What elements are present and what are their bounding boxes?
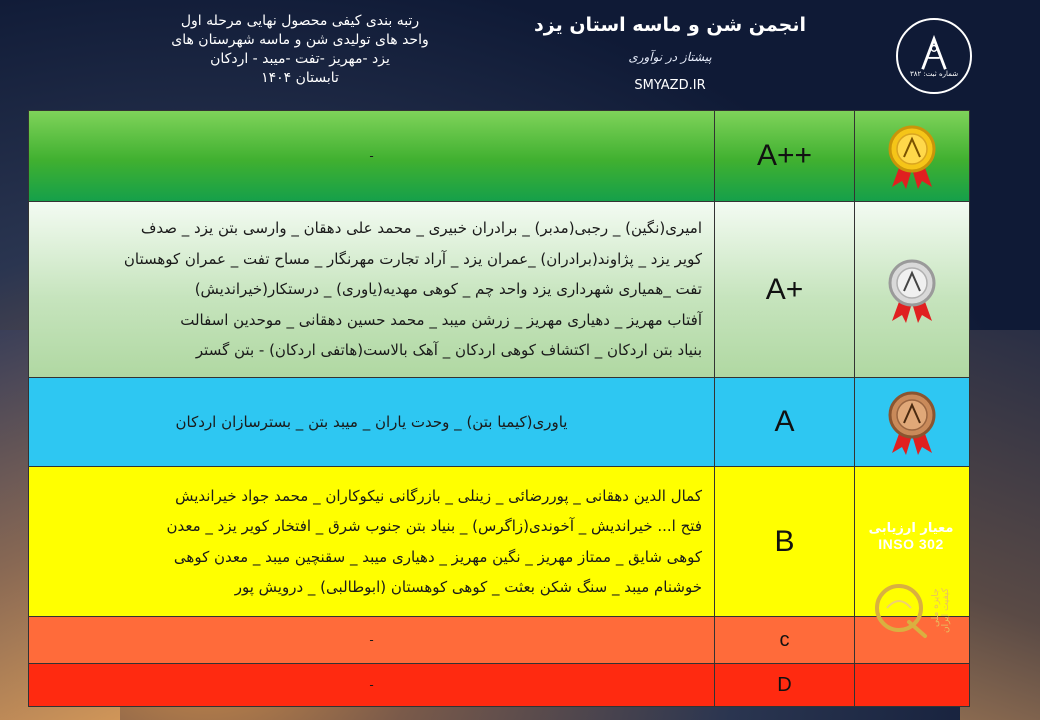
background-right bbox=[960, 330, 1040, 720]
companies-line: تفت _همیاری شهرداری یزد واحد چم _ کوهی مهدیه(یاوری) _ درستکار(خیراندیش) bbox=[194, 280, 702, 299]
medal-cell bbox=[855, 378, 969, 466]
gold-medal-icon bbox=[880, 121, 944, 191]
grade-cell: A+ bbox=[715, 202, 855, 377]
companies-line: یاوری(کیمیا بتن) _ وحدت یاران _ میبد بتن _ بسترسازان اردکان bbox=[175, 412, 568, 431]
companies-line: آفتاب مهریز _ دهیاری مهریز _ زرشن میبد _ محمد حسین دهقانی _ موحدین اسفالت bbox=[180, 310, 702, 329]
org-title: انجمن شن و ماسه استان یزد bbox=[534, 14, 806, 36]
table-row bbox=[29, 663, 969, 706]
table-row bbox=[29, 111, 969, 201]
companies-line: امیری(نگین) _ رجبی(مدبر) _ برادران خبیری _ محمد علی دهقان _ وارسی بتن یزد _ صدف bbox=[140, 219, 702, 238]
companies-line: کمال الدین دهقانی _ پوررضائی _ زینلی _ بازرگانی نیکوکاران _ محمد جواد خیراندیش bbox=[175, 486, 702, 505]
companies-line: خوشنام میبد _ سنگ شکن بعثت _ کوهی کوهستان (ابوطالبی) _ درویش پور bbox=[234, 578, 702, 596]
award-text: جایزه ملی کیفیت ایران bbox=[931, 588, 951, 634]
ranking-subtitle bbox=[140, 12, 460, 88]
criteria-label: معیار ارزیابی bbox=[868, 521, 954, 536]
logo-caption: شماره ثبت: ۳۸۲ bbox=[909, 70, 959, 78]
subtitle-line-2: واحد های تولیدی شن و ماسه شهرستان های bbox=[171, 32, 429, 48]
table-row bbox=[29, 616, 969, 663]
subtitle-line-1: رتبه بندی کیفی محصول نهایی مرحله اول bbox=[180, 13, 420, 29]
org-slogan: پیشتاز در نوآوری bbox=[628, 50, 712, 64]
companies-cell bbox=[29, 202, 715, 377]
silver-medal-icon bbox=[880, 255, 944, 325]
grade-cell: A bbox=[715, 378, 855, 466]
medal-cell bbox=[855, 202, 969, 377]
org-website: SMYAZD.IR bbox=[634, 78, 706, 93]
table-row bbox=[29, 377, 969, 466]
quality-award-logo-icon bbox=[869, 574, 953, 644]
grade-cell: B bbox=[715, 467, 855, 616]
companies-line: فتح ا... خیراندیش _ آخوندی(زاگرس) _ بنیاد بتن جنوب شرق _ افتخار کویر یزد _ معدن bbox=[166, 517, 702, 535]
companies-line: بنیاد بتن اردکان _ اکتشاف کوهی اردکان _ آهک بالاست(هاتفی اردکان) - بتن گستر bbox=[195, 341, 702, 360]
table-row bbox=[29, 201, 969, 377]
companies-cell bbox=[29, 664, 715, 706]
grade-cell: A++ bbox=[715, 111, 855, 201]
companies-line: کوهی شایق _ ممتاز مهریز _ نگین مهریز _ دهیاری میبد _ سقنچین میبد _ معدن کوهی bbox=[173, 547, 702, 566]
companies-cell bbox=[29, 617, 715, 663]
companies-line: - bbox=[369, 677, 374, 692]
grade-cell: D bbox=[715, 664, 855, 706]
grade-cell: c bbox=[715, 617, 855, 663]
companies-line: - bbox=[369, 632, 374, 647]
association-logo-icon bbox=[896, 18, 972, 94]
subtitle-line-4: تابستان ۱۴۰۴ bbox=[261, 70, 339, 86]
bronze-medal-icon bbox=[880, 387, 944, 457]
medal-cell bbox=[855, 111, 969, 201]
companies-cell bbox=[29, 378, 715, 466]
companies-cell bbox=[29, 467, 715, 616]
subtitle-line-3: یزد -مهریز -تفت -میبد - اردکان bbox=[210, 51, 390, 67]
table-row bbox=[29, 466, 969, 616]
criteria-panel bbox=[854, 465, 968, 705]
companies-cell bbox=[29, 111, 715, 201]
companies-line: کویر یزد _ پژاوند(برادران) _عمران یزد _ آراد تجارت مهرنگار _ مساح تفت _ عمران کوهستان bbox=[123, 249, 702, 268]
ranking-table bbox=[28, 110, 970, 707]
companies-line: - bbox=[369, 148, 374, 163]
criteria-standard: INSO 302 bbox=[878, 536, 944, 552]
header bbox=[0, 0, 1040, 110]
